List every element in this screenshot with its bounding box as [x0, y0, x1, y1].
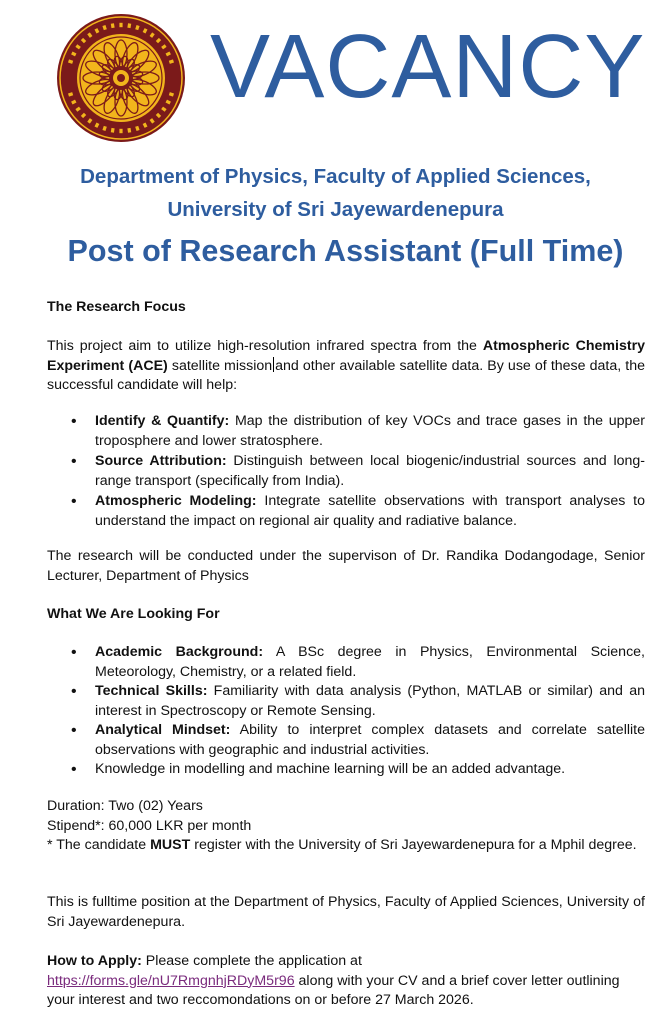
- application-form-link[interactable]: https://forms.gle/nU7RmgnhjRDyM5r96: [47, 972, 295, 989]
- vacancy-headline: VACANCY: [210, 17, 646, 117]
- university-seal-logo: [55, 12, 187, 144]
- list-item: • Identify & Quantify: Map the distribution of key VOCs and trace gases in the upper troposphere and lower stratosphere.: [47, 412, 645, 451]
- looking-for-list: [47, 643, 645, 780]
- research-focus-intro: This project aim to utilize high-resolution infrared spectra from the Atmospheric Chemistry Experiment (ACE) satellite mission and other available satellite data. By use of these data, the successful candidate will help:: [47, 338, 646, 393]
- looking-for-heading: What We Are Looking For: [47, 606, 220, 622]
- duration-text: Duration: Two (02) Years: [47, 798, 203, 814]
- supervision-text: The research will be conducted under the supervison of Dr. Randika Dodangodage, Senior Lecturer, Department of Physics: [47, 548, 645, 584]
- list-item: • Technical Skills: Familiarity with data analysis (Python, MATLAB or similar) and an interest in Spectroscopy or Remote Sensing.: [47, 682, 645, 721]
- list-item: • Academic Background: A BSc degree in Physics, Environmental Science, Meteorology, Chemistry, or a related field.: [47, 643, 645, 682]
- position-text: This is fulltime position at the Department of Physics, Faculty of Applied Sciences, University of Sri Jayewardenepura.: [47, 894, 645, 930]
- list-item: • Knowledge in modelling and machine learning will be an added advantage.: [47, 760, 645, 780]
- stipend-text: Stipend*: 60,000 LKR per month: [47, 818, 252, 834]
- how-to-apply: How to Apply: Please complete the application at https://forms.gle/nU7RmgnhjRDyM5r96 along with your CV and a brief cover letter outlining your interest and two reccomondations on or before 27 March 2026.: [47, 953, 620, 1008]
- registration-note: * The candidate MUST register with the University of Sri Jayewardenepura for a Mphil degree.: [47, 837, 637, 853]
- list-item: • Analytical Mindset: Ability to interpret complex datasets and correlate satellite observations with geographic and industrial activities.: [47, 721, 645, 760]
- university-line: University of Sri Jayewardenepura: [167, 198, 504, 221]
- list-item: • Source Attribution: Distinguish between local biogenic/industrial sources and long-range transport (specifically from India).: [47, 452, 645, 491]
- research-focus-list: [47, 412, 645, 531]
- list-item: • Atmospheric Modeling: Integrate satellite observations with transport analyses to understand the impact on regional air quality and radiative balance.: [47, 492, 645, 531]
- department-line: Department of Physics, Faculty of Applied Sciences,: [80, 165, 591, 188]
- research-focus-heading: The Research Focus: [47, 299, 186, 315]
- post-title: Post of Research Assistant (Full Time): [67, 234, 624, 268]
